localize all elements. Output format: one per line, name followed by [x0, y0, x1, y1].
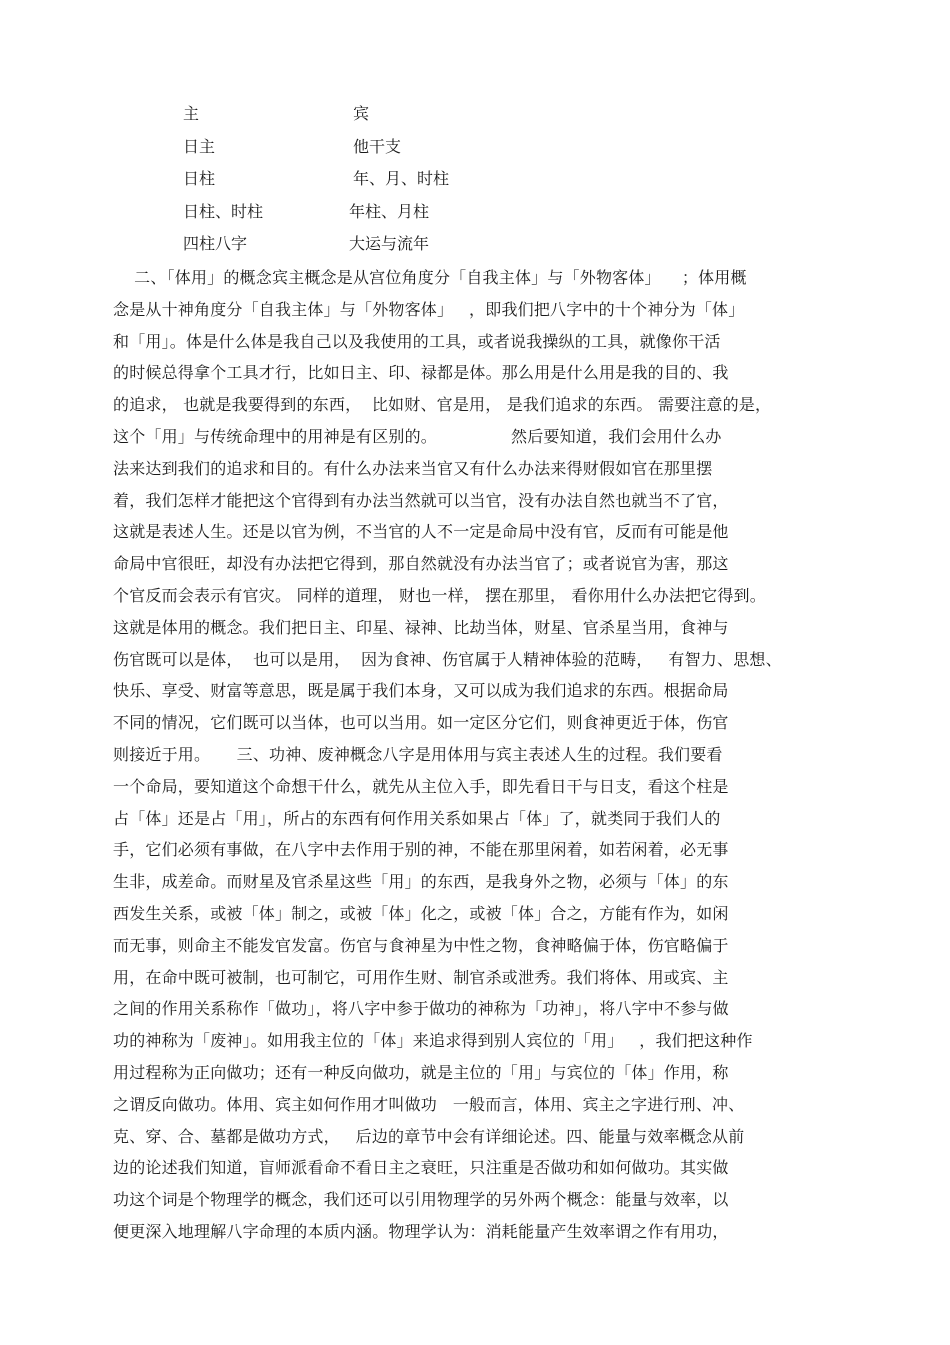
text-line: 法来达到我们的追求和目的。有什么办法来当官又有什么办法来得财假如官在那里摆	[113, 458, 713, 478]
text-line: 边的论述我们知道，盲师派看命不看日主之衰旺，只注重是否做功和如何做功。其实做	[113, 1158, 729, 1178]
text-line: 便更深入地理解八字命理的本质内涵。物理学认为：消耗能量产生效率谓之作有用功，	[113, 1221, 729, 1241]
text-line: 占「体」还是占「用」，所占的东西有何作用关系如果占「体」了，就类同于我们人的	[113, 808, 721, 828]
text-line: 的追求， 也就是我要得到的东西， 比如财、官是用， 是我们追求的东西。 需要注意的是，	[113, 395, 772, 415]
host-cell: 四柱八字	[183, 234, 248, 253]
text-line: 这个「用」与传统命理中的用神是有区别的。 然后要知道，我们会用什么办	[113, 426, 722, 446]
table-row	[183, 98, 503, 131]
text-line: 克、穿、合、墓都是做功方式， 后边的章节中会有详细论述。四、能量与效率概念从前	[113, 1126, 745, 1146]
text-line: 伤官既可以是体， 也可以是用， 因为食神、伤官属于人精神体验的范畴， 有智力、思想、	[113, 649, 782, 669]
text-line: 之谓反向做功。体用、宾主如何作用才叫做功 一般而言，体用、宾主之字进行刑、冲、	[113, 1094, 745, 1114]
text-line: 用，在命中既可被制，也可制它，可用作生财、制官杀或泄秀。我们将体、用或宾、主	[113, 967, 729, 987]
body-text	[113, 262, 843, 1248]
text-line: 一个命局，要知道这个命想干什么，就先从主位入手，即先看日干与日支，看这个柱是	[113, 776, 729, 796]
text-line: 个官反而会表示有官灾。 同样的道理， 财也一样， 摆在那里， 看你用什么办法把它得到。	[113, 585, 766, 605]
text-line: 不同的情况，它们既可以当体，也可以当用。如一定区分它们，则食神更近于体，伤官	[113, 713, 729, 733]
text-line: 命局中官很旺，却没有办法把它得到，那自然就没有办法当官了；或者说官为害，那这	[113, 554, 729, 574]
host-cell: 日柱	[183, 169, 216, 188]
text-line: 二、「体用」的概念宾主概念是从宫位角度分「自我主体」与「外物客体」 ；体用概	[113, 268, 747, 287]
text-line: 手，它们必须有事做，在八字中去作用于别的神，不能在那里闲着，如若闲着，必无事	[113, 840, 729, 860]
text-line: 的时候总得拿个工具才行，比如日主、印、禄都是体。那么用是什么用是我的目的、我	[113, 363, 729, 383]
host-cell: 日柱、时柱	[183, 201, 264, 221]
text-line: 和「用」。体是什么体是我自己以及我使用的工具，或者说我操纵的工具，就像你干活	[113, 331, 721, 351]
text-line: 这就是体用的概念。我们把日主、印星、禄神、比劫当体，财星、官杀星当用，食神与	[113, 617, 729, 637]
guest-cell: 大运与流年	[349, 234, 430, 253]
host-cell: 日主	[183, 136, 216, 156]
text-line: 这就是表述人生。还是以官为例，不当官的人不一定是命局中没有官，反而有可能是他	[113, 522, 729, 542]
text-line: 功的神称为「废神」。如用我主位的「体」来追求得到别人宾位的「用」 ，我们把这种作	[113, 1031, 753, 1051]
text-line: 用过程称为正向做功；还有一种反向做功，就是主位的「用」与宾位的「体」作用，称	[113, 1062, 729, 1082]
table-row	[183, 228, 503, 261]
table-row	[183, 163, 503, 196]
host-cell: 主	[183, 104, 200, 123]
text-line: 之间的作用关系称作「做功」，将八字中参于做功的神称为「功神」，将八字中不参与做	[113, 999, 729, 1019]
table-row	[183, 196, 503, 229]
text-line: 而无事，则命主不能发官发富。伤官与食神星为中性之物，食神略偏于体，伤官略偏于	[113, 935, 729, 955]
text-line: 功这个词是个物理学的概念，我们还可以引用物理学的另外两个概念：能量与效率，以	[113, 1190, 729, 1210]
guest-cell: 宾	[353, 104, 370, 123]
table-row	[183, 131, 503, 164]
text-line: 快乐、享受、财富等意思，既是属于我们本身，又可以成为我们追求的东西。根据命局	[113, 681, 729, 701]
text-line: 西发生关系，或被「体」制之，或被「体」化之，或被「体」合之，方能有作为，如闲	[113, 903, 729, 923]
text-line: 生非，成差命。而财星及官杀星这些「用」的东西，是我身外之物，必须与「体」的东	[113, 872, 729, 892]
guest-cell: 年、月、时柱	[353, 169, 450, 188]
guest-cell: 年柱、月柱	[349, 201, 430, 221]
text-line: 着，我们怎样才能把这个官得到有办法当然就可以当官，没有办法自然也就当不了官，	[113, 490, 729, 510]
guest-cell: 他干支	[353, 136, 402, 156]
text-line: 念是从十神角度分「自我主体」与「外物客体」 ，即我们把八字中的十个神分为「体」	[113, 299, 745, 319]
host-guest-table	[183, 98, 503, 261]
text-line: 则接近于用。 三、功神、废神概念八字是用体用与宾主表述人生的过程。我们要看	[113, 744, 723, 764]
